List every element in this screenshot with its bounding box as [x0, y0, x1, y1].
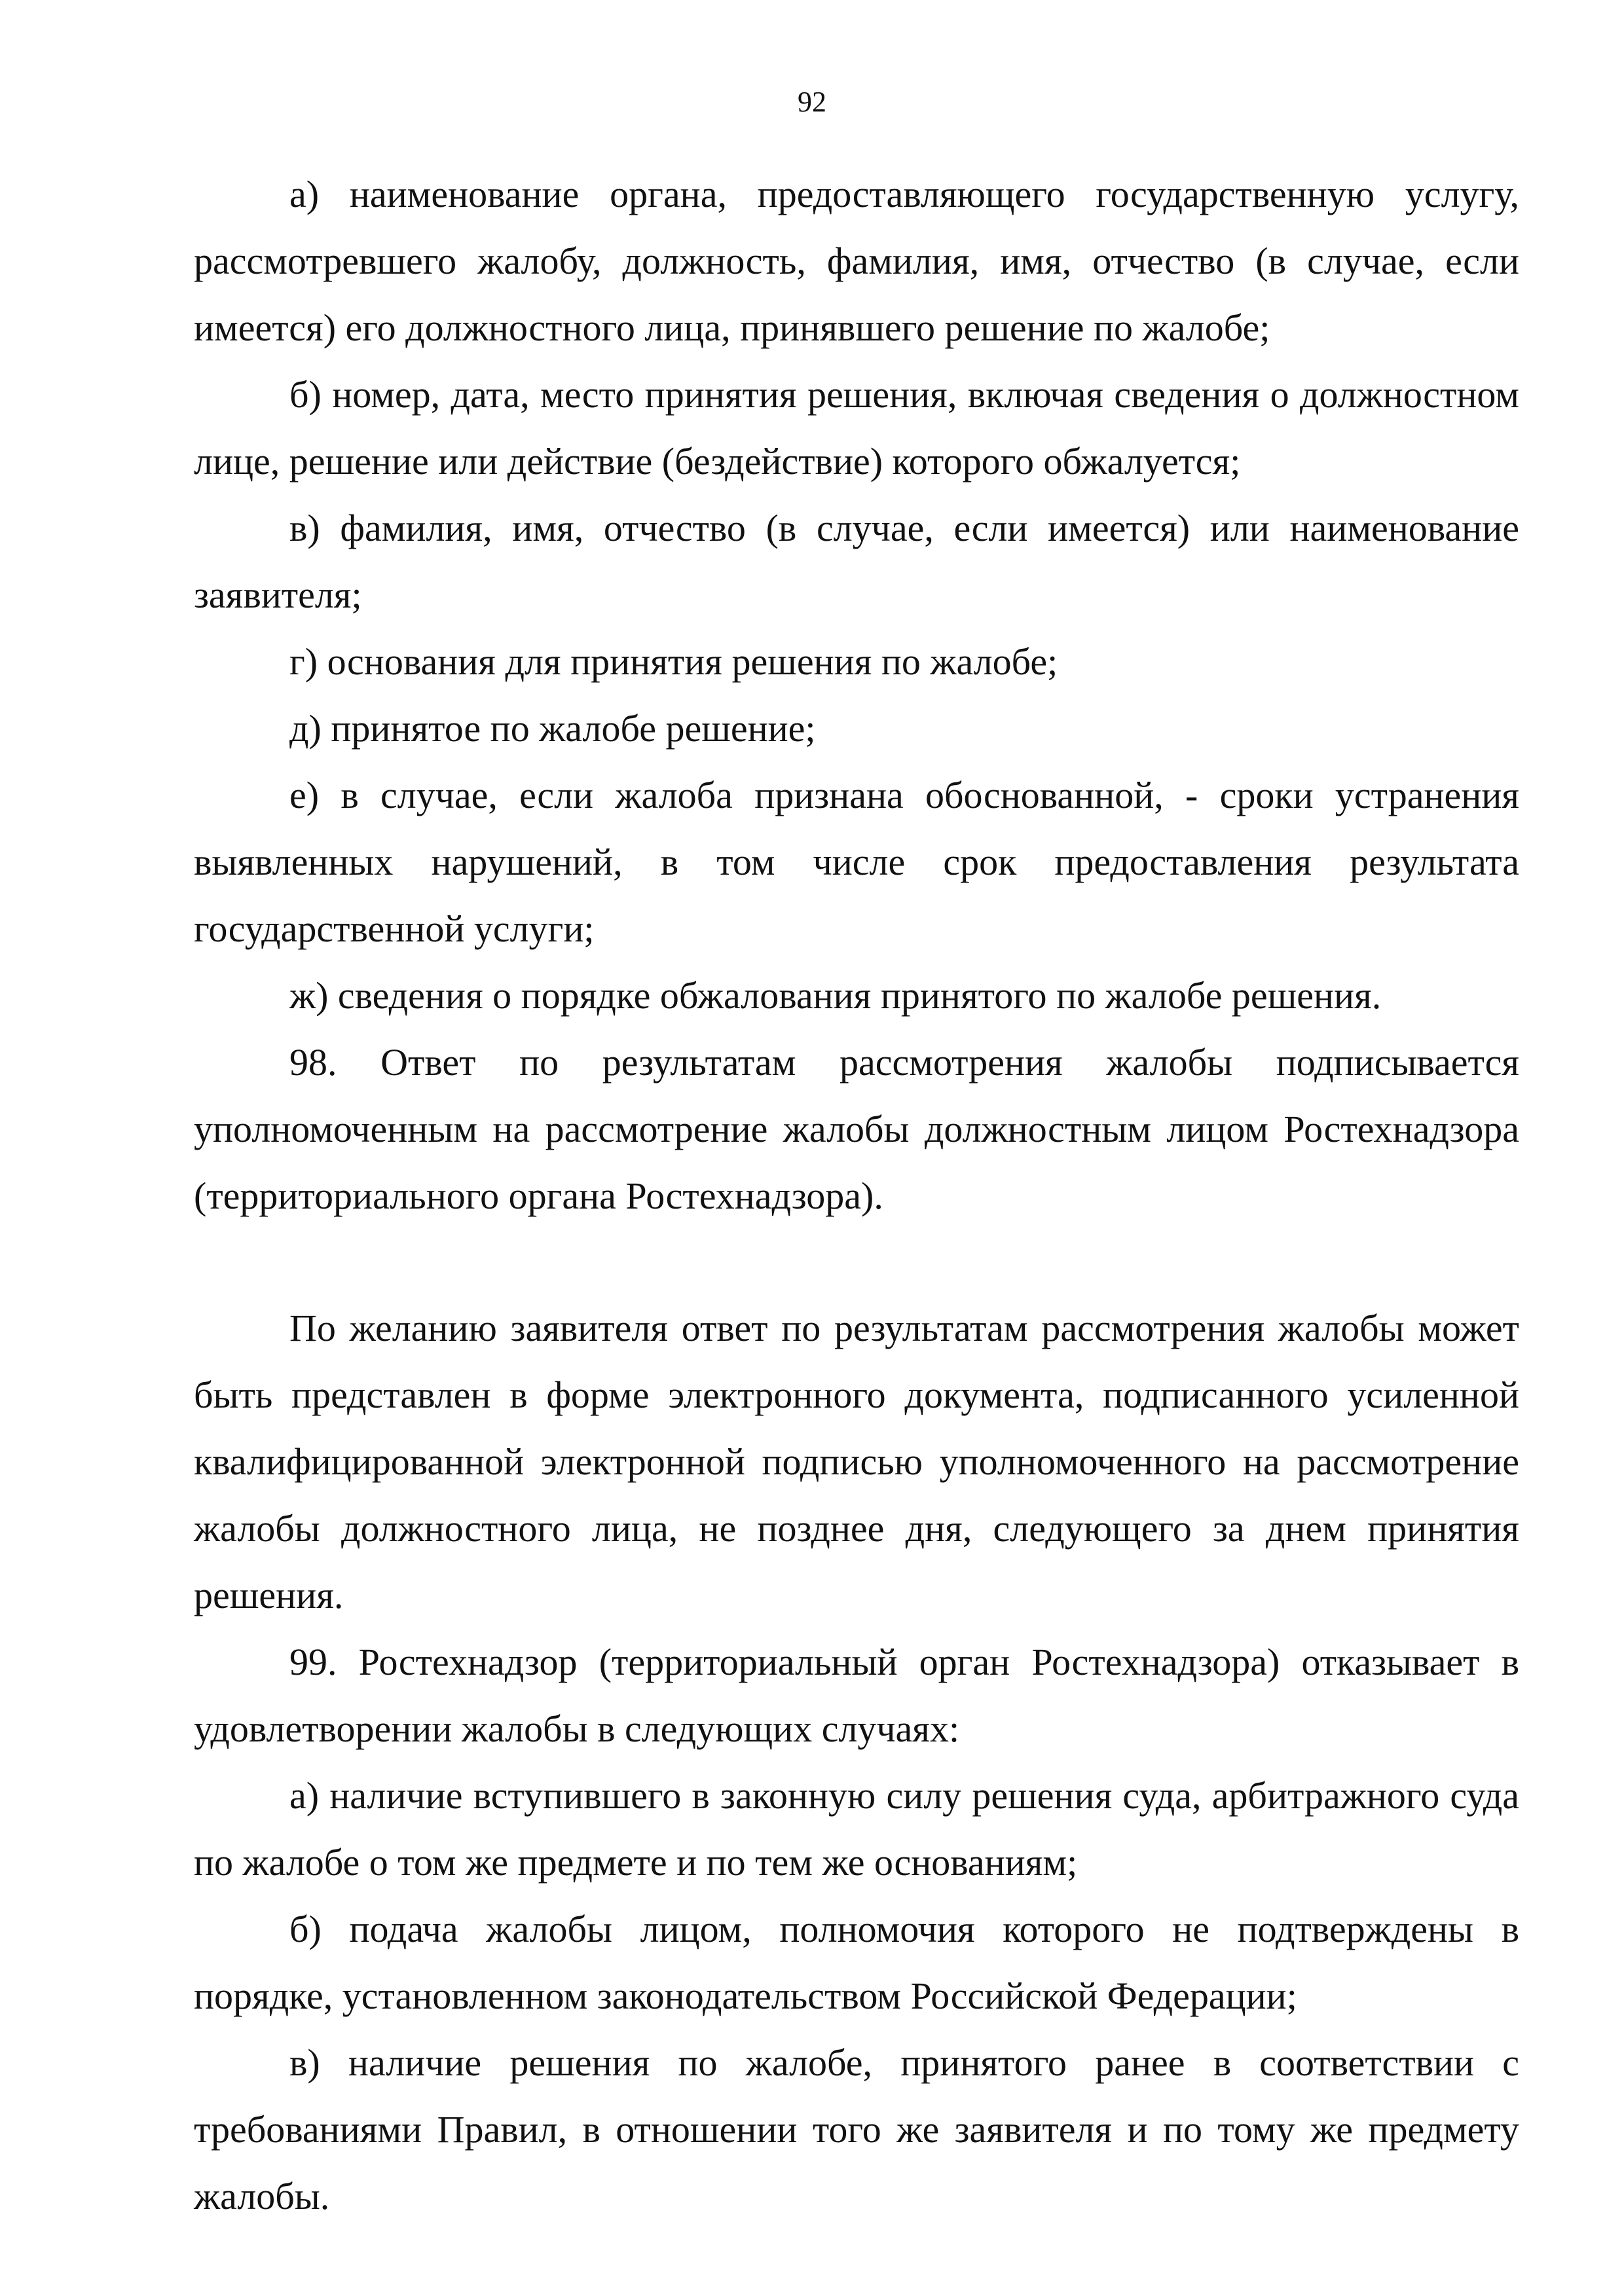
paragraph-refusal-item-v: в) наличие решения по жалобе, принятого ранее в соответствии с требованиями Правил, в отношении того же заявителя и по тому же предмету жалобы.	[194, 2041, 1519, 2217]
paragraph-refusal-item-b: б) подача жалобы лицом, полномочия которого не подтверждены в порядке, установленном законодательством Российской Федерации;	[194, 1908, 1519, 2017]
paragraph-decision-item-d: д) принятое по жалобе решение;	[289, 707, 816, 750]
paragraph-decision-item-b: б) номер, дата, место принятия решения, включая сведения о должностном лице, решение или действие (бездействие) которого обжалуется;	[194, 373, 1519, 483]
paragraph-clause-99: 99. Ростехнадзор (территориальный орган Ростехнадзора) отказывает в удовлетворении жалобы в следующих случаях:	[194, 1641, 1519, 1750]
paragraph-decision-item-g: г) основания для принятия решения по жалобе;	[289, 640, 1058, 683]
paragraph-decision-item-zh: ж) сведения о порядке обжалования принятого по жалобе решения.	[289, 974, 1382, 1017]
paragraph-clause-98: 98. Ответ по результатам рассмотрения жалобы подписывается уполномоченным на рассмотрение жалобы должностным лицом Ростехнадзора (территориального органа Ростехнадзора).	[194, 1041, 1519, 1217]
paragraph-decision-item-e: е) в случае, если жалоба признана обоснованной, - сроки устранения выявленных нарушений, в том числе срок предоставления результата государственной услуги;	[194, 774, 1519, 950]
paragraph-decision-item-a: а) наименование органа, предоставляющего государственную услугу, рассмотревшего жалобу, должность, фамилия, имя, отчество (в случае, если имеется) его должностного лица, принявшего решение по жалобе;	[194, 173, 1519, 349]
paragraph-refusal-item-a: а) наличие вступившего в законную силу решения суда, арбитражного суда по жалобе о том же предмете и по тем же основаниям;	[194, 1774, 1519, 1884]
paragraph-electronic-answer: По желанию заявителя ответ по результатам рассмотрения жалобы может быть представлен в форме электронного документа, подписанного усиленной квалифицированной электронной подписью уполномоченного на рассмотрение жалобы должностного лица, не позднее дня, следующего за днем принятия решения.	[194, 1307, 1519, 1616]
page-number: 92	[798, 86, 826, 118]
paragraph-decision-item-v: в) фамилия, имя, отчество (в случае, если имеется) или наименование заявителя;	[194, 507, 1519, 616]
document-body	[194, 161, 1519, 2230]
